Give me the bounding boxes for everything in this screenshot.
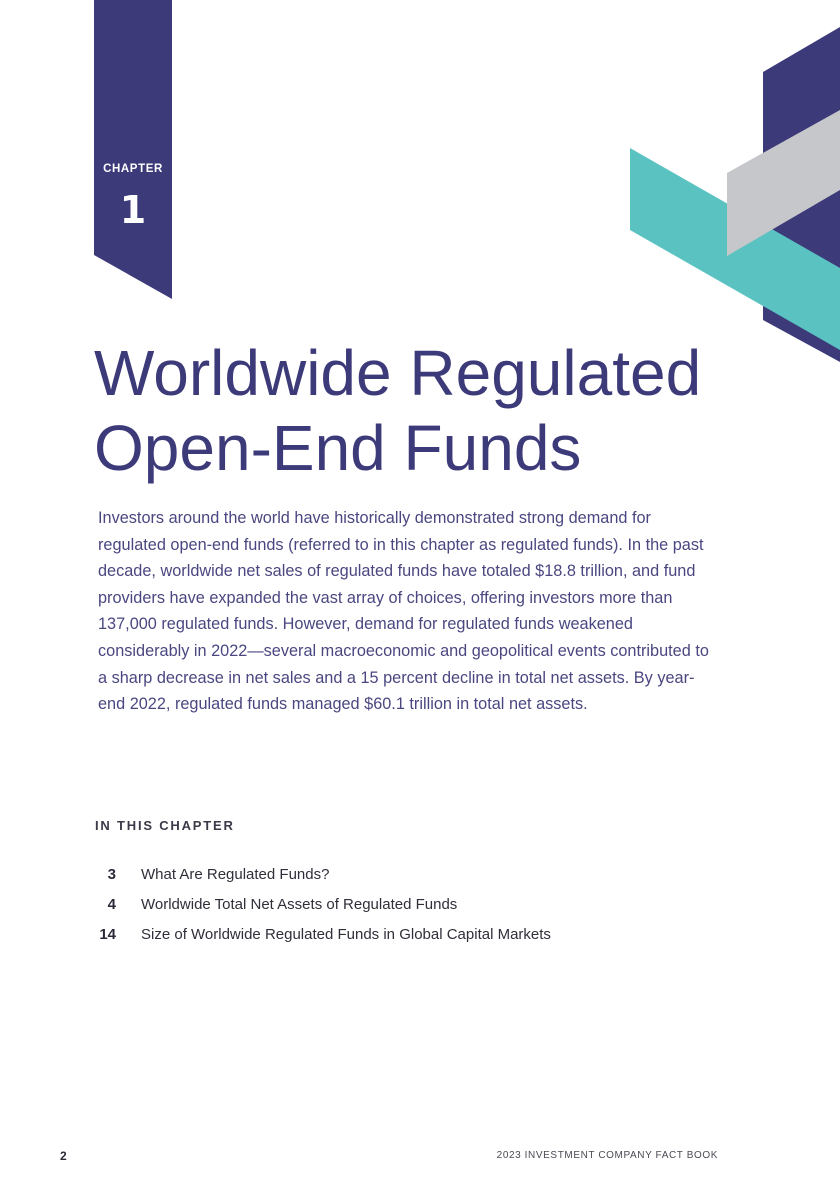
- intro-paragraph: Investors around the world have historically demonstrated strong demand for regulated open-end funds (referred to in this chapter as regulated funds). In the past decade, worldwide net sales of regulated funds have totaled $18.8 trillion, and fund providers have expanded the vast array of choices, offering investors more than 137,000 regulated funds. However, demand for regulated funds weakened considerably in 2022—several macroeconomic and geopolitical events contributed to a sharp decrease in net sales and a 15 percent decline in total net assets. By year-end 2022, regulated funds managed $60.1 trillion in total net assets.: [98, 509, 709, 714]
- toc-item-title[interactable]: Worldwide Total Net Assets of Regulated Funds: [141, 895, 458, 913]
- chapter-label: CHAPTER: [103, 163, 163, 175]
- toc-page-number: 3: [107, 865, 116, 883]
- chapter-number: 1: [119, 188, 147, 232]
- title-line-2: Open-End Funds: [94, 412, 582, 484]
- toc-heading: IN THIS CHAPTER: [95, 818, 235, 833]
- title-line-1: Worldwide Regulated: [94, 337, 702, 409]
- toc-item-title[interactable]: Size of Worldwide Regulated Funds in Global Capital Markets: [141, 925, 551, 943]
- toc-item-title[interactable]: What Are Regulated Funds?: [141, 865, 330, 883]
- toc-list: [94, 859, 694, 949]
- toc-item[interactable]: [94, 859, 694, 889]
- footer-book-title: 2023 INVESTMENT COMPANY FACT BOOK: [496, 1150, 718, 1161]
- page-title: [94, 336, 794, 486]
- footer-page-number: 2: [60, 1149, 67, 1163]
- toc-page-number: 14: [99, 925, 116, 943]
- toc-page-number: 4: [107, 895, 116, 913]
- toc-item[interactable]: [94, 889, 694, 919]
- toc-item[interactable]: [94, 919, 694, 949]
